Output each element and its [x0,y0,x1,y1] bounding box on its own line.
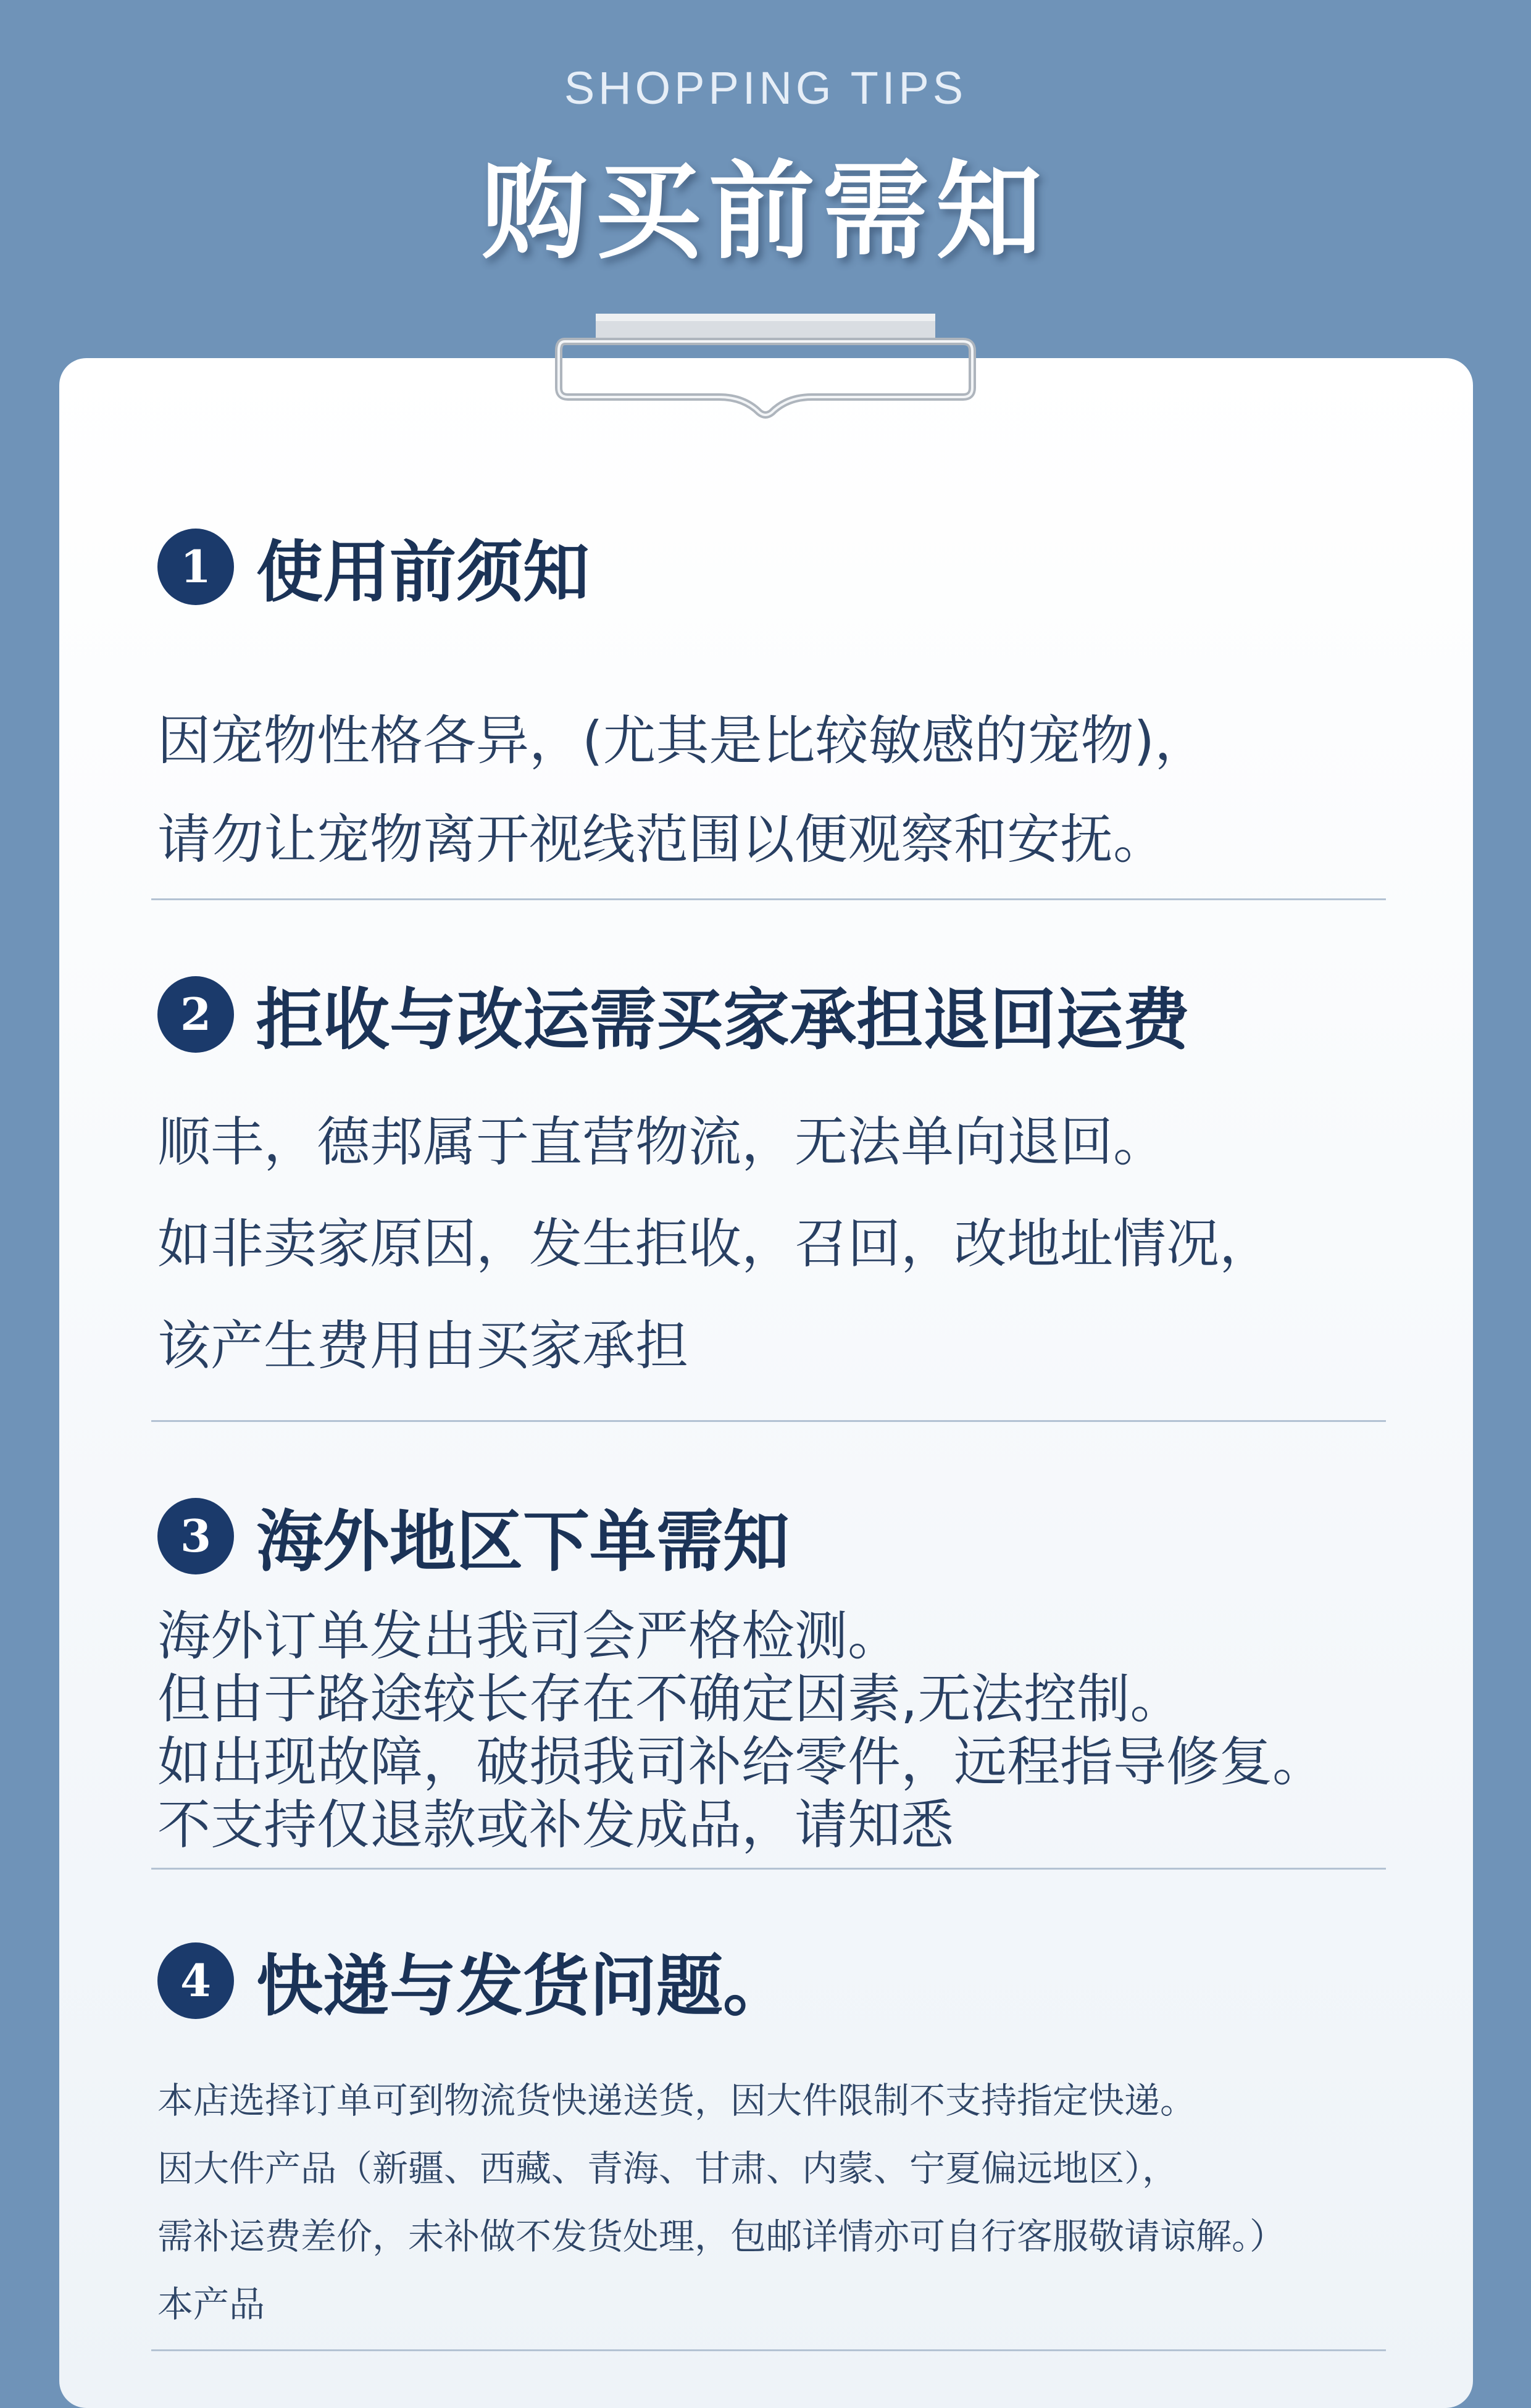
divider [151,898,1386,900]
section-2-title [157,966,1190,1062]
page-title: 购买前需知 [482,149,1049,274]
section-2-line-2: 如非卖家原因，发生拒收，召回，改地址情况， [157,1213,1272,1275]
section-3-line-3: 如出现故障，破损我司补给零件，远程指导修复。 [157,1731,1325,1793]
section-4-line-2: 因大件产品（新疆、西藏、青海、甘肃、内蒙、宁夏偏远地区）， [157,2147,1178,2189]
section-2-line-1: 顺丰，德邦属于直营物流，无法单向退回。 [157,1111,1166,1173]
section-4-line-4: 本产品 [157,2283,265,2325]
section-1-line-1: 因宠物性格各异，(尤其是比较敏感的宠物)， [157,710,1208,772]
section-title-text: 海外地区下单需知 [256,1503,790,1581]
section-1-line-2: 请勿让宠物离开视线范围以便观察和安抚。 [157,809,1166,871]
number-badge: 2 [157,976,234,1053]
section-title-text: 快递与发货问题。 [256,1948,790,2025]
divider [151,1868,1386,1870]
section-3-line-4: 不支持仅退款或补发成品，请知悉 [157,1794,954,1856]
section-title-text: 使用前须知 [256,534,590,611]
section-3-line-2: 但由于路途较长存在不确定因素,无法控制。 [157,1668,1183,1730]
section-4-title [157,1933,790,2028]
section-3-line-1: 海外订单发出我司会严格检测。 [157,1605,901,1667]
number-badge: 3 [157,1498,234,1574]
number-badge: 4 [157,1942,234,2019]
header-subtitle: SHOPPING TIPS [564,62,967,114]
section-4-line-1: 本店选择订单可到物流货快递送货，因大件限制不支持指定快递。 [157,2080,1196,2122]
section-2-line-3: 该产生费用由买家承担 [157,1315,688,1377]
section-title-text: 拒收与改运需买家承担退回运费 [256,982,1190,1059]
number-badge: 1 [157,529,234,605]
section-3-title [157,1488,790,1584]
section-4-line-3: 需补运费差价，未补做不发货处理，包邮详情亦可自行客服敬请谅解。） [157,2215,1286,2257]
divider [151,1420,1386,1422]
clipboard-clip-icon [553,314,978,419]
divider [151,2349,1386,2351]
section-1-title [157,519,590,614]
